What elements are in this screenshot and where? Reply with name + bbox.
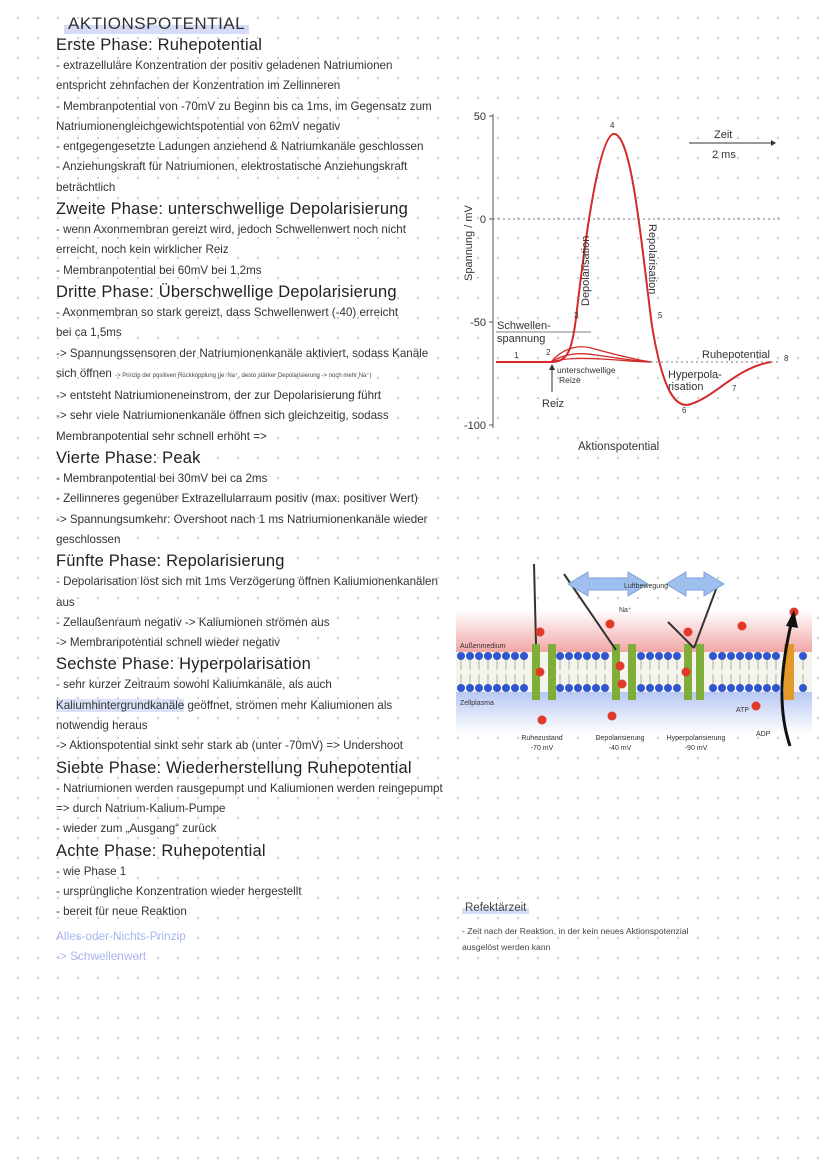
lipid-head bbox=[655, 652, 663, 660]
phase8-line: - wie Phase 1 bbox=[56, 864, 127, 878]
lipid-head bbox=[763, 684, 771, 692]
cell-plasma-label: Zellplasma bbox=[460, 700, 494, 707]
phase3-line: -> entsteht Natriumioneneinstrom, der zur Depolarisierung führt bbox=[56, 389, 382, 403]
lipid-head bbox=[475, 684, 483, 692]
phase4-line: - Zellinneres gegenüber Extrazellularraum positiv (max. positiver Wert) bbox=[56, 492, 418, 506]
lipid-head bbox=[646, 684, 654, 692]
ion bbox=[606, 620, 615, 629]
ion bbox=[752, 702, 761, 711]
phase1-line: - Membranpotential von -70mV zu Beginn bis ca 1ms, im Gegensatz zum bbox=[56, 99, 432, 113]
highlighted-term: Kaliumhintergrundkanäle bbox=[56, 698, 185, 712]
depolarisation-label: Depolarisation bbox=[580, 235, 592, 306]
refractory-note bbox=[462, 898, 762, 955]
lipid-head bbox=[673, 684, 681, 692]
phase2-line: erreicht, noch kein wirklicher Reiz bbox=[56, 243, 229, 257]
lipid-head bbox=[754, 684, 762, 692]
notes-column bbox=[56, 14, 446, 966]
ion bbox=[616, 662, 625, 671]
lipid-head bbox=[511, 652, 519, 660]
adp-label: ADP bbox=[756, 731, 771, 738]
phase5-line: aus bbox=[56, 595, 75, 609]
threshold-label: spannung bbox=[497, 333, 546, 345]
action-potential-curve bbox=[496, 134, 771, 405]
phase5-line: - Zellaußenraum negativ -> Kaliumionen strömen aus bbox=[56, 615, 330, 629]
phase3-line: -> sehr viele Natriumionenkanäle öffnen sich gleichzeitig, sodass bbox=[56, 409, 389, 423]
phase7-heading: Siebte Phase: Wiederherstellung Ruhepotential bbox=[56, 758, 412, 777]
lipid-head bbox=[772, 652, 780, 660]
lipid-head bbox=[709, 684, 717, 692]
lipid-head bbox=[727, 684, 735, 692]
lipid-head bbox=[655, 684, 663, 692]
lipid-head bbox=[664, 684, 672, 692]
ion bbox=[538, 716, 547, 725]
phase4-line: - Membranpotential bei 30mV bei ca 2ms bbox=[56, 472, 268, 486]
lipid-head bbox=[673, 652, 681, 660]
lipid-head bbox=[718, 652, 726, 660]
phase-number: 4 bbox=[610, 121, 615, 130]
phase3-line: bei ca 1,5ms bbox=[56, 326, 122, 340]
lipid-head bbox=[664, 652, 672, 660]
state-value: -90 mV bbox=[684, 745, 708, 752]
tick-label: -50 bbox=[470, 317, 486, 329]
phase-number: 2 bbox=[546, 348, 551, 357]
phase8-heading: Achte Phase: Ruhepotential bbox=[56, 841, 266, 860]
phase2-line: - wenn Axonmembran gereizt wird, jedoch Schwellenwert noch nicht bbox=[56, 223, 406, 237]
threshold-label: Schwellen- bbox=[497, 320, 551, 332]
phase7-line: - wieder zum „Ausgang“ zurück bbox=[56, 822, 217, 836]
lipid-head bbox=[520, 652, 528, 660]
lipid-head bbox=[745, 652, 753, 660]
sodium-label: Na⁺ bbox=[619, 607, 632, 614]
lipid-head bbox=[565, 684, 573, 692]
phase2-heading: Zweite Phase: unterschwellige Depolarisierung bbox=[56, 200, 409, 219]
stimulus-label: Reiz bbox=[542, 398, 565, 410]
lipid-head bbox=[637, 652, 645, 660]
lipid-head bbox=[601, 684, 609, 692]
lipid-head bbox=[772, 684, 780, 692]
lipid-head bbox=[484, 652, 492, 660]
hyperpolarisation-label: Hyperpola- bbox=[668, 369, 722, 381]
resting-label: Ruhepotential bbox=[702, 349, 770, 361]
lipid-head bbox=[520, 684, 528, 692]
action-potential-graph bbox=[456, 106, 796, 461]
atp-label: ATP bbox=[736, 707, 750, 714]
tick-label: 0 bbox=[479, 214, 486, 226]
lipid-head bbox=[592, 652, 600, 660]
lipid-head bbox=[754, 652, 762, 660]
lipid-head bbox=[736, 684, 744, 692]
ion bbox=[682, 668, 691, 677]
channel-subunit bbox=[628, 644, 636, 700]
lipid-head bbox=[736, 652, 744, 660]
ion bbox=[536, 668, 545, 677]
subthreshold-label: unterschwellige bbox=[557, 365, 616, 375]
refractory-title: Refektärzeit bbox=[462, 902, 529, 914]
channel-subunit bbox=[612, 644, 620, 700]
phase3-line: - Axonmembran so stark gereizt, dass Schwellenwert (-40) erreicht bbox=[56, 305, 399, 319]
phase1-line: - Anziehungskraft für Natriumionen, elektrostatische Anziehungskraft bbox=[56, 160, 408, 174]
lipid-head bbox=[574, 652, 582, 660]
lipid-head bbox=[556, 684, 564, 692]
graph-caption: Aktionspotential bbox=[578, 441, 660, 453]
phase7-line: => durch Natrium-Kalium-Pumpe bbox=[56, 801, 226, 815]
phase1-heading: Erste Phase: Ruhepotential bbox=[56, 36, 263, 54]
faded-note: Alles-oder-Nichts-Prinzip bbox=[56, 929, 186, 944]
state-label: Ruhezustand bbox=[521, 735, 563, 742]
air-movement-label: Luftbewegung bbox=[624, 583, 668, 590]
phase6-heading: Sechste Phase: Hyperpolarisation bbox=[56, 655, 311, 674]
lipid-head bbox=[457, 652, 465, 660]
phase4-line: -> Spannungsumkehr: Overshoot nach 1 ms Natriumionenkanäle wieder bbox=[56, 512, 428, 526]
lipid-head bbox=[457, 684, 465, 692]
channel-subunit bbox=[696, 644, 704, 700]
phase2-line: - Membranpotential bei 60mV bei 1,2ms bbox=[56, 263, 262, 277]
lipid-head bbox=[637, 684, 645, 692]
refractory-line: - Zeit nach der Reaktion, in der kein neues Aktionspotenzial bbox=[462, 926, 689, 936]
phase6-line: - sehr kurzer Zeitraum sowohl Kaliumkanäle, als auch bbox=[56, 678, 332, 692]
time-scale-label: 2 ms bbox=[712, 149, 736, 161]
subthreshold-label: Reize bbox=[559, 375, 581, 385]
lipid-head bbox=[727, 652, 735, 660]
phase6-text: geöffnet, strömen mehr Kaliumionen als bbox=[184, 698, 393, 712]
phase5-heading: Fünfte Phase: Repolarisierung bbox=[56, 552, 285, 571]
lipid-head bbox=[493, 652, 501, 660]
stimulus-arrow-icon bbox=[549, 364, 555, 370]
phase-number: 8 bbox=[784, 354, 789, 363]
refractory-line: ausgelöst werden kann bbox=[462, 941, 551, 952]
lipid-head bbox=[718, 684, 726, 692]
lipid-head bbox=[565, 652, 573, 660]
ion bbox=[618, 680, 627, 689]
phase7-line: - Natriumionen werden rausgepumpt und Kaliumionen werden reingepumpt bbox=[56, 781, 443, 795]
phase4-heading: Vierte Phase: Peak bbox=[56, 449, 201, 468]
ion bbox=[738, 622, 747, 631]
lipid-head bbox=[574, 684, 582, 692]
state-value: -70 mV bbox=[530, 745, 554, 752]
state-label: Hyperpolarisierung bbox=[666, 735, 726, 742]
channel-subunit bbox=[548, 644, 556, 700]
lipid-head bbox=[493, 684, 501, 692]
lipid-head bbox=[583, 684, 591, 692]
phase3-heading: Dritte Phase: Überschwellige Depolarisierung bbox=[56, 282, 397, 301]
phase-number: 3 bbox=[574, 311, 579, 320]
y-axis-label: Spannung / mV bbox=[463, 205, 475, 281]
phase4-line: geschlossen bbox=[56, 532, 121, 546]
phase8-line: - ursprüngliche Konzentration wieder hergestellt bbox=[56, 884, 302, 898]
lipid-head bbox=[484, 684, 492, 692]
lipid-head bbox=[556, 652, 564, 660]
phase1-line: entspricht zehnfachen der Konzentration im Zellinneren bbox=[56, 79, 341, 93]
ion bbox=[536, 628, 545, 637]
phase-number: 7 bbox=[732, 384, 737, 393]
lipid-head bbox=[511, 684, 519, 692]
lipid-head bbox=[466, 652, 474, 660]
phase3-text: sich öffnen bbox=[56, 366, 112, 380]
phase1-line: - extrazelluläre Konzentration der positiv geladenen Natriumionen bbox=[56, 59, 393, 72]
lipid-head bbox=[502, 684, 510, 692]
phase3-line: Membranpotential sehr schnell erhöht => bbox=[56, 429, 267, 443]
hyperpolarisation-label: risation bbox=[668, 381, 704, 393]
phase6-line: -> Aktionspotential sinkt sehr stark ab (unter -70mV) => Undershoot bbox=[56, 739, 404, 753]
lipid-head bbox=[799, 652, 807, 660]
lipid-head bbox=[583, 652, 591, 660]
lipid-head bbox=[475, 652, 483, 660]
phase-number: 5 bbox=[658, 311, 663, 320]
phase-number: 6 bbox=[682, 406, 687, 415]
state-value: -40 mV bbox=[608, 745, 632, 752]
membrane-diagram bbox=[456, 560, 812, 758]
tick-label: -100 bbox=[463, 420, 486, 432]
phase1-line: Natriumionengleichgewichtspotential von 62mV negativ bbox=[56, 119, 341, 133]
phase3-line: -> Spannungssensoren der Natriumionenkanäle aktiviert, sodass Kanäle bbox=[56, 346, 429, 360]
lipid-head bbox=[799, 684, 807, 692]
ion bbox=[608, 712, 617, 721]
lipid-head bbox=[592, 684, 600, 692]
lipid-head bbox=[745, 684, 753, 692]
lipid-head bbox=[601, 652, 609, 660]
time-arrow-icon bbox=[771, 140, 776, 146]
lipid-head bbox=[646, 652, 654, 660]
lipid-head bbox=[763, 652, 771, 660]
phase8-line: - bereit für neue Reaktion bbox=[56, 905, 187, 919]
ion bbox=[684, 628, 693, 637]
tick-label: 50 bbox=[473, 111, 486, 123]
phase6-line: notwendig heraus bbox=[56, 719, 148, 733]
time-label: Zeit bbox=[714, 129, 733, 141]
phase1-line: - entgegengesetzte Ladungen anziehend & Natriumkanäle geschlossen bbox=[56, 140, 424, 154]
page-title: AKTIONSPOTENTIAL bbox=[64, 14, 249, 34]
repolarisation-label: Repolarisation bbox=[646, 224, 658, 295]
phase-number: 1 bbox=[514, 351, 519, 360]
lipid-head bbox=[502, 652, 510, 660]
state-label: Depolarisierung bbox=[595, 735, 645, 742]
feedback-note: -> Prinzip der positiven Rückkopplung (je↑Na⁺, desto stärker Depolarisierung -> noch mehr Na⁺) bbox=[115, 372, 372, 379]
phase3-line bbox=[56, 364, 446, 386]
phase5-line: - Depolarisation löst sich mit 1ms Verzögerung öffnen Kaliumionenkanälen bbox=[56, 575, 438, 589]
phase6-line bbox=[56, 696, 446, 716]
lipid-head bbox=[709, 652, 717, 660]
faded-note: -> Schwellenwert bbox=[56, 949, 147, 964]
outer-medium-label: Außenmedium bbox=[460, 643, 506, 650]
phase1-line: beträchtlich bbox=[56, 180, 116, 194]
lipid-head bbox=[466, 684, 474, 692]
phase5-line: -> Membranpotential schnell wieder negativ bbox=[56, 636, 280, 650]
